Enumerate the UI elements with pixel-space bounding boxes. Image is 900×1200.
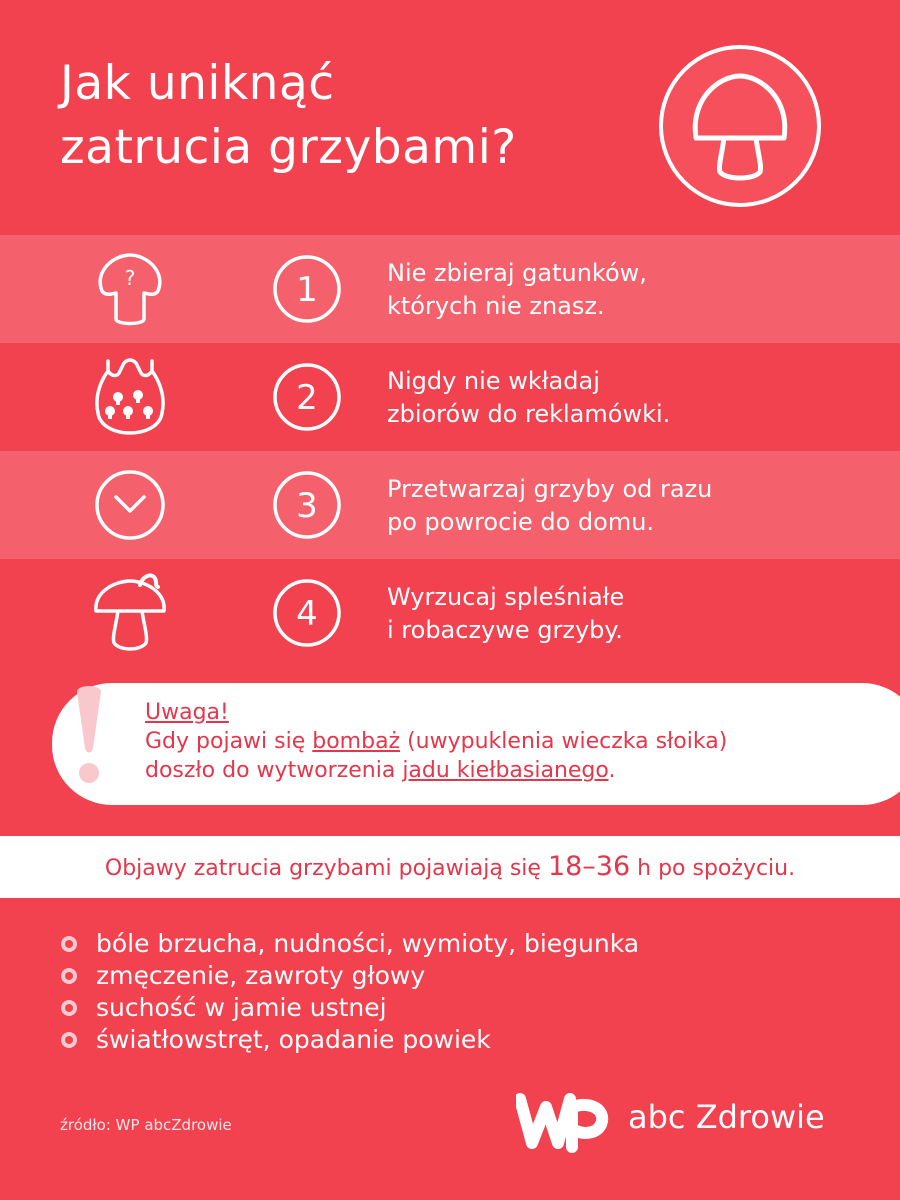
step-number-circle [272,362,342,432]
step-line-2: po powrocie do domu. [387,508,655,536]
page-title [60,52,620,180]
symptom-item: światłowstręt, opadanie powiek [60,1024,639,1056]
bullet-icon [60,967,78,985]
symptom-item: bóle brzucha, nudności, wymioty, biegunka [60,928,639,960]
step-text [387,365,867,431]
symptom-item: zmęczenie, zawroty głowy [60,960,639,992]
mushroom-question-icon [88,247,172,331]
step-line-1: Wyrzucaj spleśniałe [387,583,625,611]
step-number: 1 [296,270,318,310]
step-line-1: Nigdy nie wkładaj [387,367,600,395]
onset-hours: 18–36 [547,851,631,882]
warning-line-2: doszło do wytworzenia jadu kiełbasianego. [145,758,616,783]
step-number: 2 [296,378,318,418]
bullet-icon [60,999,78,1017]
step-number-circle [272,578,342,648]
warning-text [145,698,865,785]
step-1 [0,235,900,343]
mushroom-circle-icon [656,42,824,210]
exclamation-icon [70,684,108,786]
step-number: 4 [296,594,318,634]
step-number: 3 [296,486,318,526]
step-number-circle [272,470,342,540]
plastic-bag-icon [88,355,172,439]
bombaz-link[interactable]: bombaż [312,729,401,754]
logo-text: abc Zdrowie [628,1098,825,1136]
title-line-1: Jak uniknąć [60,56,335,111]
source-note: źródło: WP abcZdrowie [60,1116,232,1134]
svg-text:?: ? [124,266,136,290]
symptoms-list [60,928,639,1056]
step-2 [0,343,900,451]
step-line-1: Nie zbieraj gatunków, [387,259,647,287]
steps-list [0,235,900,667]
step-3 [0,451,900,559]
onset-text: Objawy zatrucia grzybami pojawiają się 18–36 h po spożyciu. [104,851,796,882]
step-text [387,581,867,647]
clock-icon [88,463,172,547]
bullet-icon [60,935,78,953]
wormy-mushroom-icon [88,571,172,655]
warning-heading: Uwaga! [145,700,229,725]
symptom-item: suchość w jamie ustnej [60,992,639,1024]
step-text [387,257,867,323]
step-text [387,473,867,539]
bullet-icon [60,1031,78,1049]
wp-logo-icon [516,1091,610,1153]
title-line-2: zatrucia grzybami? [60,120,517,175]
step-4 [0,559,900,667]
step-line-1: Przetwarzaj grzyby od razu [387,475,713,503]
step-line-2: zbiorów do reklamówki. [387,400,671,428]
warning-line-1: Gdy pojawi się bombaż (uwypuklenia wieczka słoika) [145,729,728,754]
step-number-circle [272,254,342,324]
step-line-2: i robaczywe grzyby. [387,616,623,644]
botulinum-link[interactable]: jadu kiełbasianego [402,758,609,783]
step-line-2: których nie znasz. [387,292,605,320]
